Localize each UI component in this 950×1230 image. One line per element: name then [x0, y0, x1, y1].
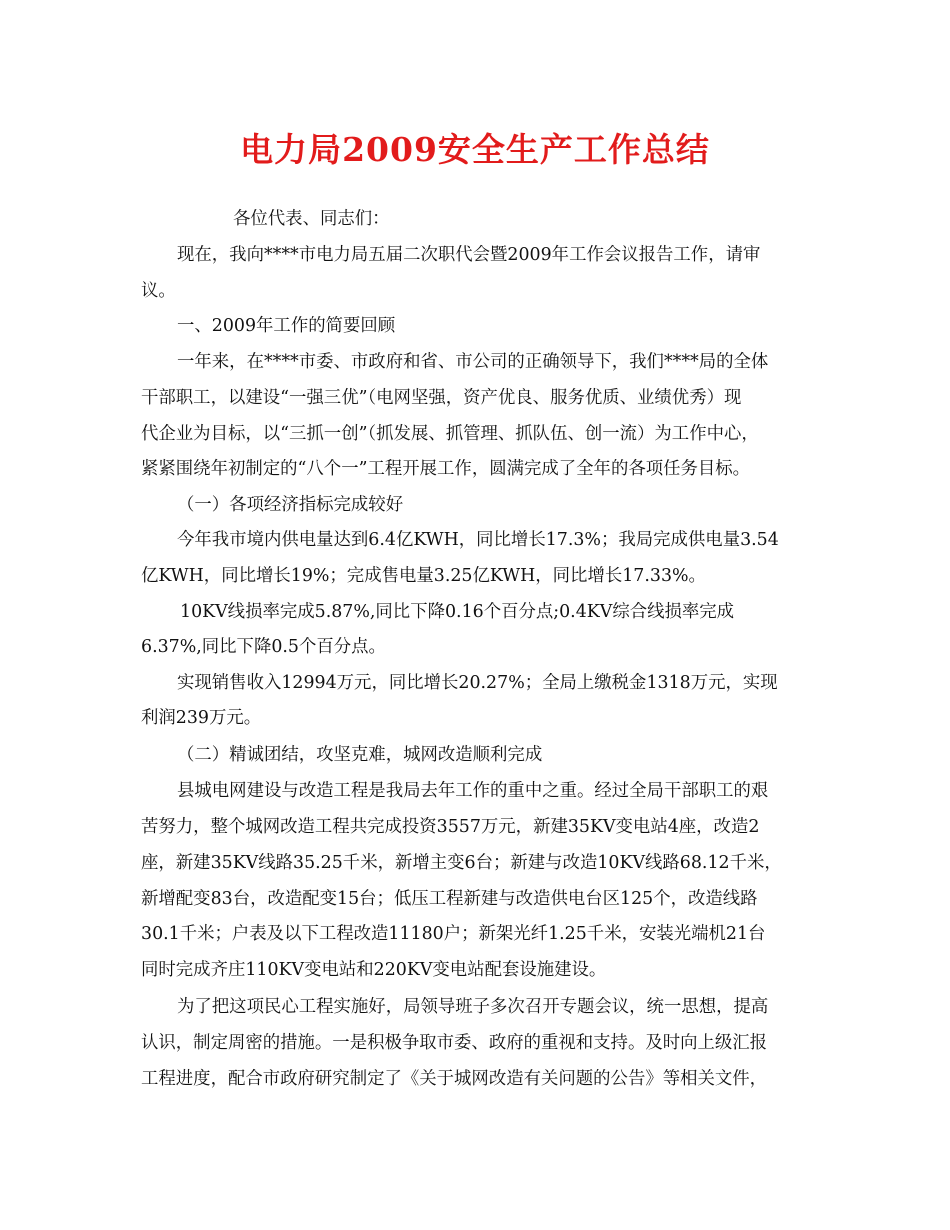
subsection-heading: （一）各项经济指标完成较好 — [177, 495, 404, 515]
salutation-line: 各位代表、同志们： — [233, 209, 390, 229]
body-line: 同时完成齐庄110KV变电站和220KV变电站配套设施建设。 — [141, 960, 607, 980]
body-line: 议。 — [141, 281, 176, 301]
body-line: 为了把这项民心工程实施好，局领导班子多次召开专题会议，统一思想，提高 — [177, 997, 769, 1017]
body-line: 代企业为目标，以“三抓一创”（抓发展、抓管理、抓队伍、创一流）为工作中心， — [141, 424, 759, 444]
body-line: 县城电网建设与改造工程是我局去年工作的重中之重。经过全局干部职工的艰 — [177, 781, 769, 801]
body-line: 现在，我向****市电力局五届二次职代会暨2009年工作会议报告工作，请审 — [177, 245, 761, 265]
body-line: 亿KWH，同比增长19%；完成售电量3.25亿KWH，同比增长17.33%。 — [141, 566, 706, 586]
body-line: 紧紧围绕年初制定的“八个一”工程开展工作，圆满完成了全年的各项任务目标。 — [141, 459, 751, 479]
body-line: 6.37%,同比下降0.5个百分点。 — [141, 637, 386, 657]
body-line: 10KV线损率完成5.87%,同比下降0.16个百分点;0.4KV综合线损率完成 — [180, 602, 735, 622]
body-line: 工程进度，配合市政府研究制定了《关于城网改造有关问题的公告》等相关文件， — [141, 1069, 768, 1089]
subsection-heading: （二）精诚团结，攻坚克难，城网改造顺利完成 — [177, 745, 543, 765]
document-title: 电力局2009安全生产工作总结 — [240, 130, 710, 169]
section-heading: 一、2009年工作的简要回顾 — [177, 316, 396, 336]
body-line: 实现销售收入12994万元，同比增长20.27%；全局上缴税金1318万元，实现 — [177, 673, 778, 693]
body-line: 座，新建35KV线路35.25千米，新增主变6台；新建与改造10KV线路68.12千米， — [141, 853, 782, 873]
body-line: 新增配变83台，改造配变15台；低压工程新建与改造供电台区125个，改造线路 — [141, 889, 758, 909]
body-line: 一年来，在****市委、市政府和省、市公司的正确领导下，我们****局的全体 — [177, 352, 769, 372]
body-line: 今年我市境内供电量达到6.4亿KWH，同比增长17.3%；我局完成供电量3.54 — [177, 530, 779, 550]
body-line: 认识，制定周密的措施。一是积极争取市委、政府的重视和支持。及时向上级汇报 — [141, 1033, 768, 1053]
body-line: 利润239万元。 — [141, 708, 262, 728]
body-line: 干部职工，以建设“一强三优”（电网坚强，资产优良、服务优质、业绩优秀）现 — [141, 388, 742, 408]
body-line: 苦努力，整个城网改造工程共完成投资3557万元，新建35KV变电站4座，改造2 — [141, 817, 760, 837]
body-line: 30.1千米；户表及以下工程改造11180户；新架光纤1.25千米，安装光端机21台 — [141, 924, 766, 944]
